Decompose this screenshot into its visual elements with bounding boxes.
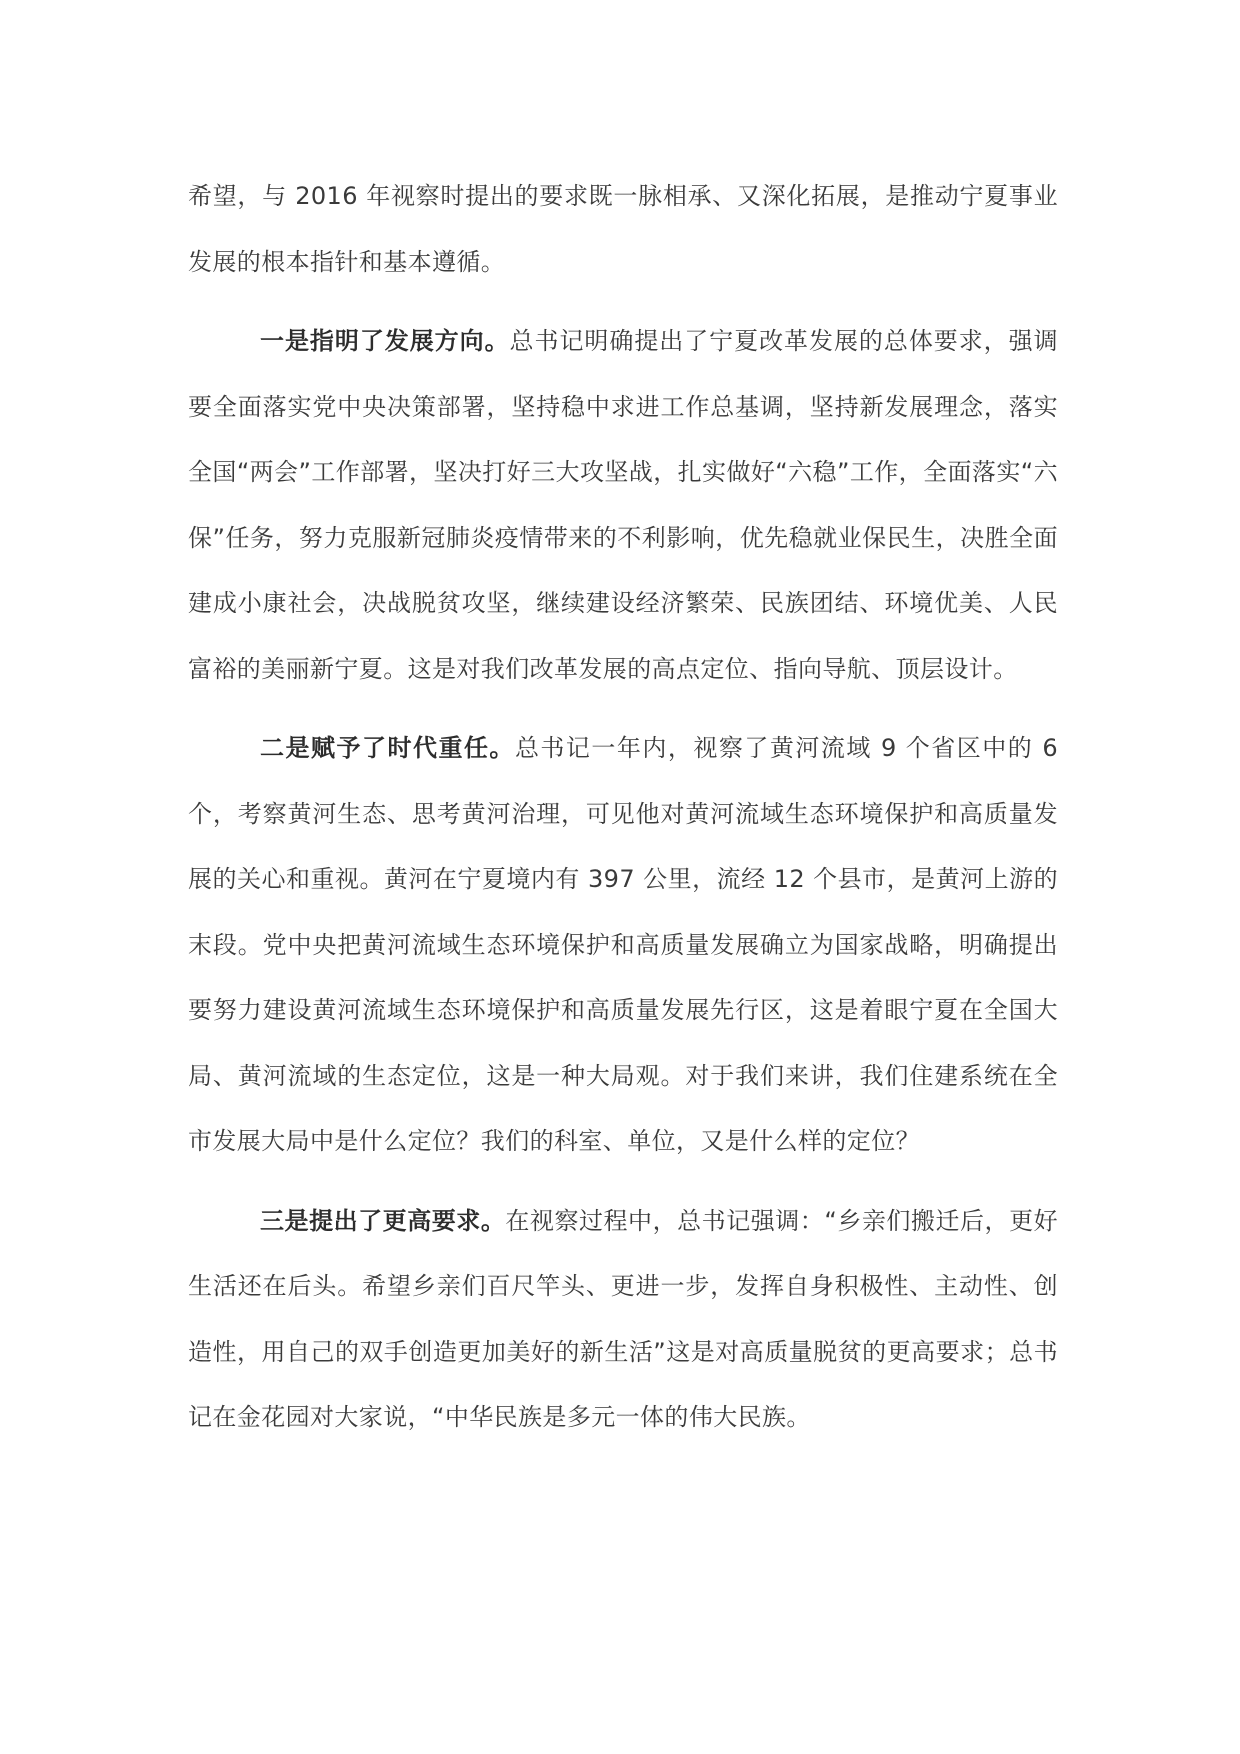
paragraph-lead-heading: 三是提出了更高要求。 bbox=[260, 1206, 506, 1235]
paragraph-text: 总书记明确提出了宁夏改革发展的总体要求，强调要全面落实党中央决策部署，坚持稳中求进工作总基调，坚持新发展理念，落实全国“两会”工作部署，坚决打好三大攻坚战，扎实做好“六稳”工作，全面落实“六保”任务，努力克服新冠肺炎疫情带来的不利影响，优先稳就业保民生，决胜全面建成小康社会，决战脱贫攻坚，继续建设经济繁荣、民族团结、环境优美、人民富裕的美丽新宁夏。这是对我们改革发展的高点定位、指向导航、顶层设计。 bbox=[188, 327, 1058, 683]
paragraph-point-one bbox=[188, 309, 1058, 702]
paragraph-text: 在视察过程中，总书记强调：“乡亲们搬迁后，更好生活还在后头。希望乡亲们百尺竿头、更进一步，发挥自身积极性、主动性、创造性，用自己的双手创造更加美好的新生活”这是对高质量脱贫的更高要求；总书记在金花园对大家说，“中华民族是多元一体的伟大民族。 bbox=[188, 1206, 1059, 1431]
paragraph-text: 总书记一年内，视察了黄河流域 9 个省区中的 6 个，考察黄河生态、思考黄河治理，可见他对黄河流域生态环境保护和高质量发展的关心和重视。黄河在宁夏境内有 397 公里，流经 12 个县市，是黄河上游的末段。党中央把黄河流域生态环境保护和高质量发展确立为国家战略，明确提出要努力建设黄河流域生态环境保护和高质量发展先行区，这是着眼宁夏在全国大局、黄河流域的生态定位，这是一种大局观。对于我们来讲，我们住建系统在全市发展大局中是什么定位？我们的科室、单位，又是什么样的定位？ bbox=[188, 734, 1059, 1155]
paragraph-lead-heading: 二是赋予了时代重任。 bbox=[260, 734, 515, 762]
paragraph-point-two bbox=[188, 716, 1058, 1175]
paragraph-lead-heading: 一是指明了发展方向。 bbox=[260, 327, 510, 355]
document-page bbox=[188, 164, 1058, 1451]
paragraph-text: 希望，与 2016 年视察时提出的要求既一脉相承、又深化拓展，是推动宁夏事业发展的根本指针和基本遵循。 bbox=[188, 182, 1058, 276]
paragraph-continuation bbox=[188, 164, 1058, 295]
paragraph-point-three bbox=[188, 1189, 1058, 1451]
